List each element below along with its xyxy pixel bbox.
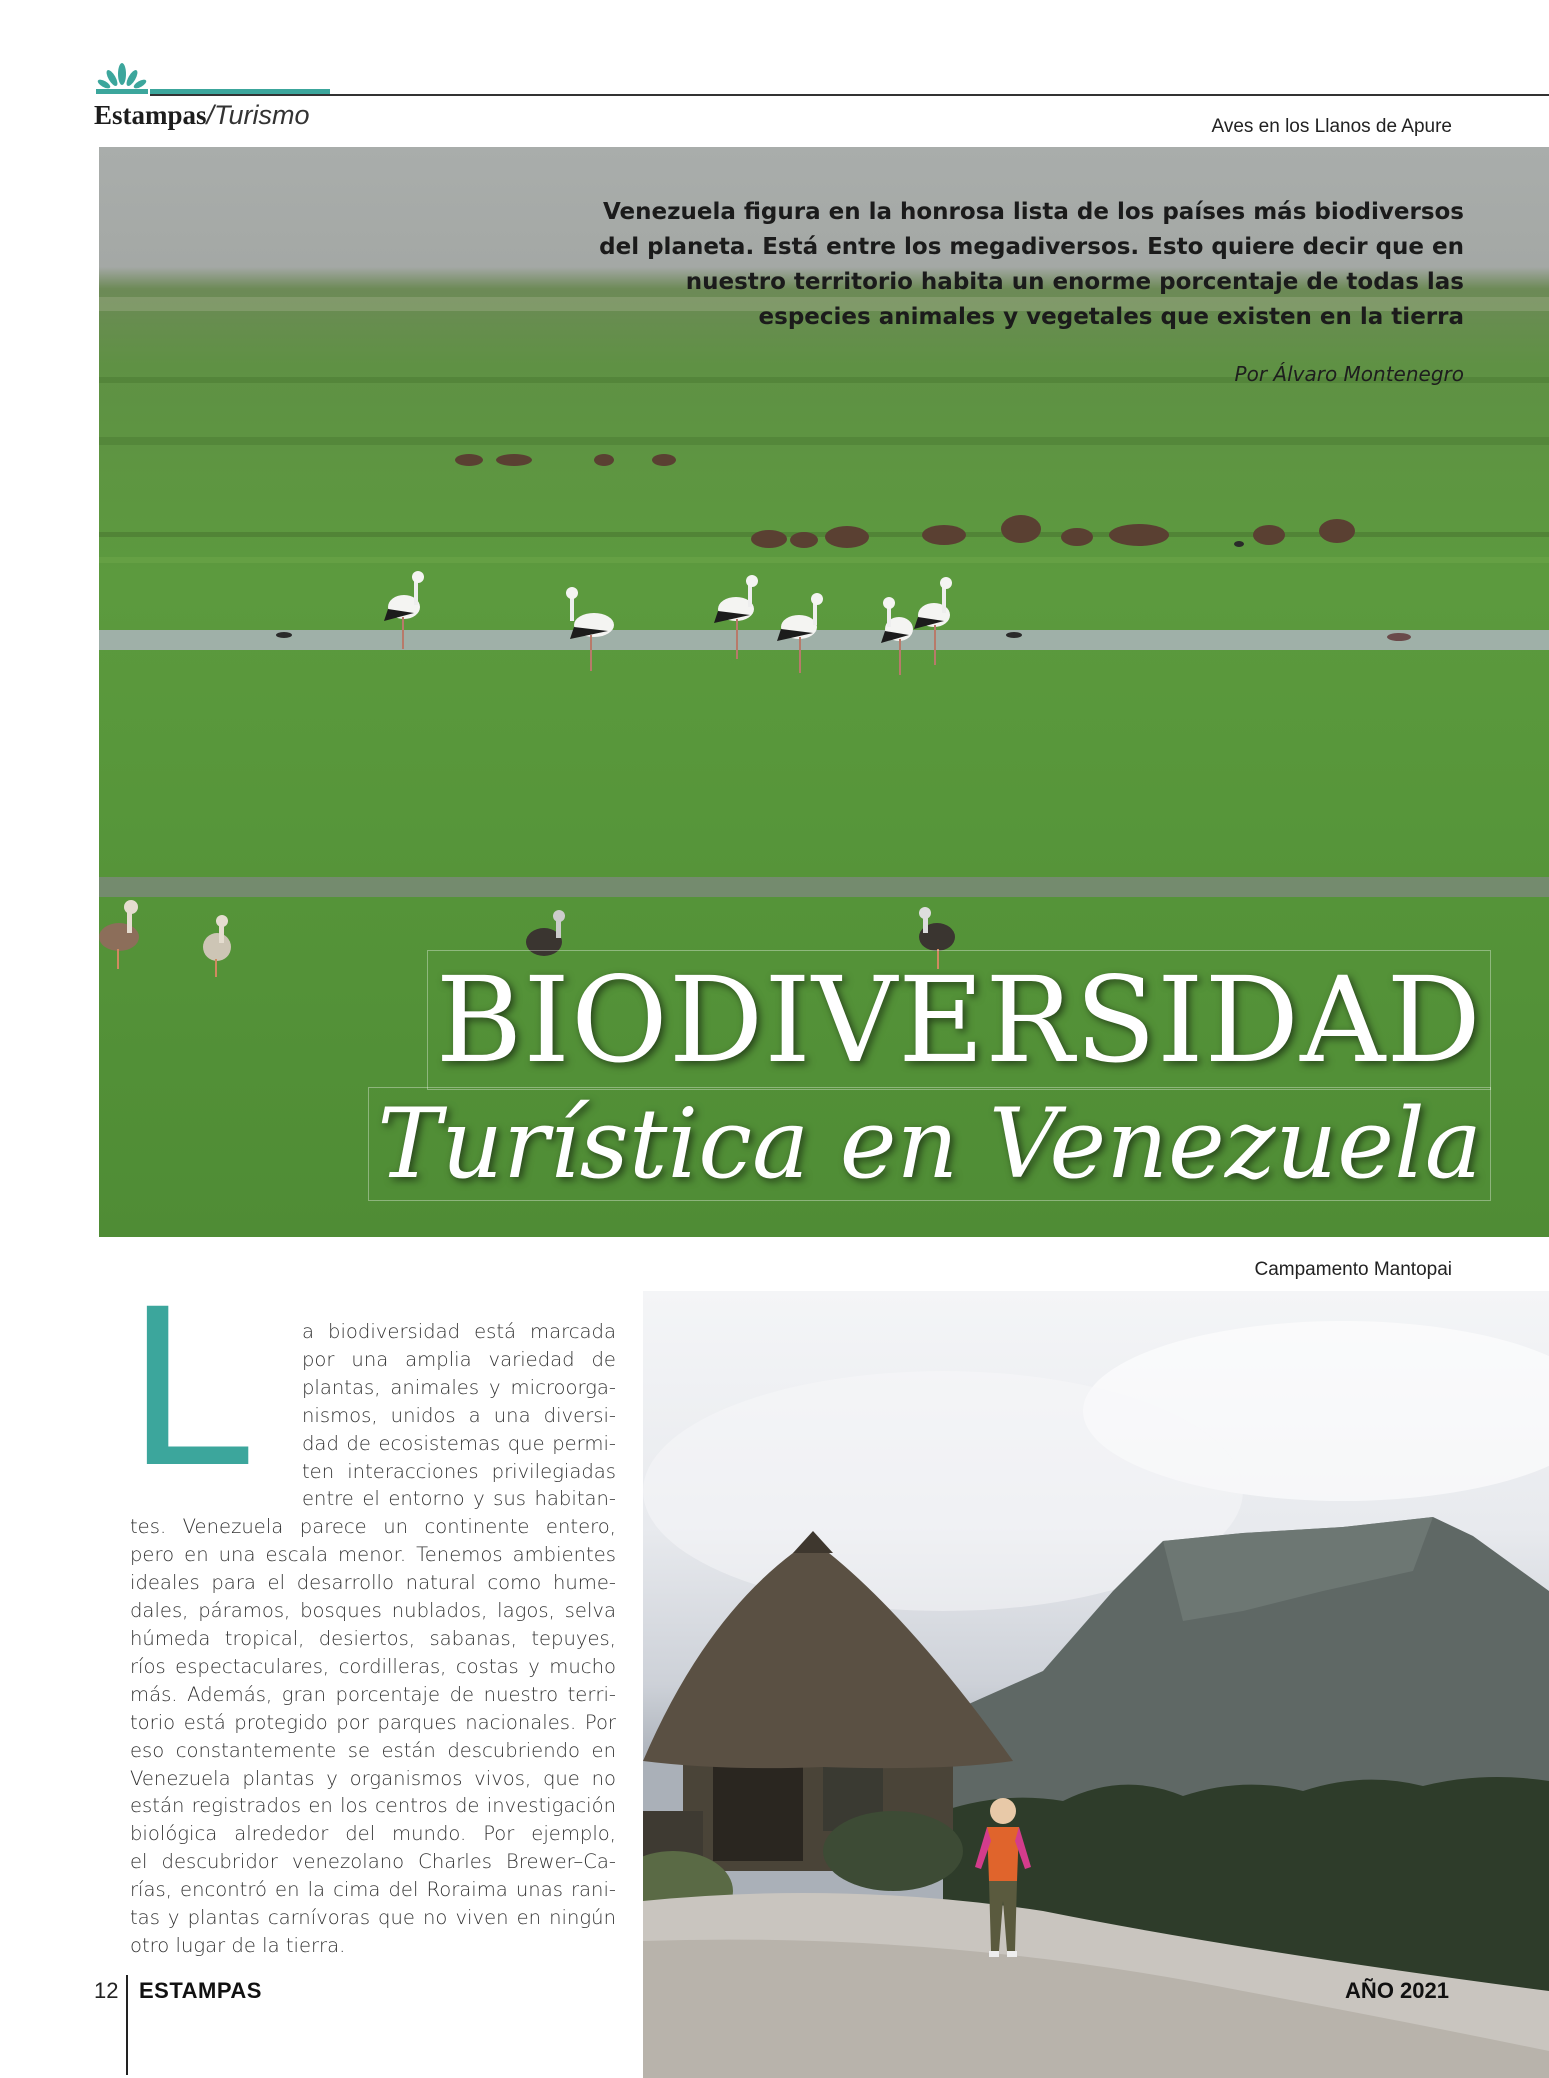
page-number: 12: [94, 1978, 119, 2003]
body-line: nismos, unidos a una diversi-: [302, 1403, 616, 1427]
body-line: más. Además, gran porcentaje de nuestro terri-: [130, 1682, 616, 1706]
header-rule: [150, 94, 1549, 96]
bottom-photo-caption: Campamento Mantopai: [1254, 1259, 1452, 1280]
body-line: dad de ecosistemas que permi-: [302, 1431, 616, 1455]
section-separator: /: [206, 100, 215, 130]
body-line: ideales para el desarrollo natural como hume-: [130, 1571, 616, 1595]
body-line: eso constantemente se están descubriendo en: [130, 1738, 616, 1762]
drop-cap: L: [128, 1256, 256, 1513]
top-photo-caption: Aves en los Llanos de Apure: [1211, 116, 1452, 137]
intro-paragraph: Venezuela figura en la honrosa lista de los países más biodiversos del planeta. Está entre los megadiversos. Esto quiere decir que en nuestro territorio habita un enorme porcentaje de todas las especies animales y vegetales que existen en la tierra: [599, 199, 1464, 330]
subsection-name: Turismo: [214, 100, 310, 130]
body-line: rías, encontró en la cima del Roraima unas rani-: [130, 1878, 616, 1902]
body-line: plantas, animales y microorga-: [302, 1375, 616, 1399]
body-line: ríos espectaculares, cordilleras, costas y mucho: [130, 1654, 616, 1678]
body-line: biológica alrededor del mundo. Por ejemplo,: [130, 1822, 616, 1846]
body-line: están registrados en los centros de investigación: [130, 1794, 616, 1818]
body-line: por una amplia variedad de: [302, 1347, 616, 1371]
body-line: tas y plantas carnívoras que no viven en ningún: [130, 1906, 616, 1930]
body-line: ten interacciones privilegiadas: [302, 1459, 616, 1483]
stork-group: [384, 571, 952, 675]
llanos-photo: [99, 147, 1549, 1237]
body-line: Venezuela plantas y organismos vivos, que no: [130, 1766, 616, 1790]
body-line: a biodiversidad está marcada: [302, 1320, 616, 1343]
body-line: torio está protegido por parques nacionales. Por: [130, 1710, 616, 1734]
body-line: entre el entorno y sus habitan-: [302, 1487, 616, 1511]
issue-year: AÑO 2021: [1345, 1978, 1449, 2003]
body-line: dales, páramos, bosques nublados, lagos, selva: [130, 1599, 616, 1623]
section-label: [94, 100, 310, 131]
article-body: [130, 1318, 616, 1960]
author-byline: Por Álvaro Montenegro: [1234, 362, 1464, 386]
magazine-name: ESTAMPAS: [139, 1978, 262, 2003]
body-line: húmeda tropical, desiertos, sabanas, tepuyes,: [130, 1626, 616, 1650]
body-line: el descubridor venezolano Charles Brewer–Ca-: [130, 1850, 616, 1874]
body-line: tes. Venezuela parece un continente entero,: [130, 1515, 616, 1539]
estampas-logo-icon: [96, 62, 148, 94]
article-title: BIODIVERSIDAD: [427, 950, 1491, 1090]
article-subtitle: Turística en Venezuela: [368, 1087, 1491, 1201]
campamento-scene-illustration: [643, 1291, 1549, 2078]
body-line: pero en una escala menor. Tenemos ambientes: [130, 1543, 616, 1567]
campamento-photo: [643, 1291, 1549, 2078]
body-line: otro lugar de la tierra.: [130, 1933, 346, 1957]
folio-rule: [126, 1975, 128, 2075]
section-name: Estampas: [94, 100, 207, 130]
